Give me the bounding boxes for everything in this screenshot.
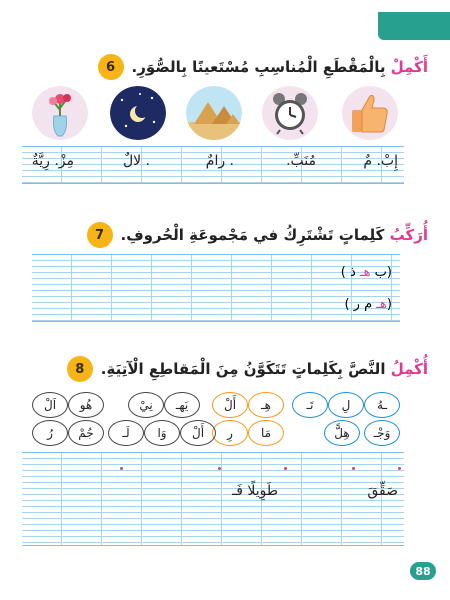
word-item: . رامٌ (205, 153, 234, 169)
syllable-bubble[interactable]: اَلْ (32, 392, 68, 418)
text-fragment: طَوِيلًا فَـ (232, 483, 278, 499)
question-number-badge: 8 (67, 356, 93, 382)
marker-dot (398, 467, 401, 470)
word-item: . لالٌ (122, 153, 150, 169)
night-moon-icon (110, 86, 166, 140)
picture-row (32, 86, 398, 140)
question-6-text (132, 58, 428, 76)
answer-grid-q7[interactable] (32, 254, 400, 322)
syllable-bubble[interactable]: رِ (212, 420, 248, 446)
syllable-bubble[interactable]: تَـ (292, 392, 328, 418)
question-8-text (101, 360, 428, 378)
syllable-bubble[interactable]: هُو (68, 392, 104, 418)
pyramids-icon (186, 86, 242, 140)
letter-group: (هـ م ر ) (344, 297, 392, 312)
question-6-heading (98, 54, 428, 80)
word-item: مِزْ. رِيَّةٌ (31, 153, 74, 169)
flower-vase-icon (32, 86, 88, 140)
question-8-heading (67, 356, 428, 382)
answer-lines-q6 (22, 146, 404, 184)
question-7-text (121, 226, 428, 244)
syllable-bubble[interactable]: أَلْ (180, 420, 216, 446)
syllable-bubble[interactable]: ـهُ (364, 392, 400, 418)
text-fragment: صَقِّقَ (367, 483, 398, 499)
marker-dot (352, 467, 355, 470)
syllable-bubble[interactable]: لِ (328, 392, 364, 418)
syllable-bubble[interactable]: نِيْ (128, 392, 164, 418)
marker-dot (284, 467, 287, 470)
syllable-bubble[interactable]: وَا (144, 420, 180, 446)
question-number-badge: 6 (98, 54, 124, 80)
syllable-bubble[interactable]: يَهـ (164, 392, 200, 418)
syllable-bubble[interactable]: لَـ (108, 420, 144, 446)
instruction-text: النَّصَّ بِكَلِماتٍ تَتَكَوَّنُ مِنَ الْمَقاطِعِ الْآتِيَةِ. (100, 360, 391, 378)
thumbs-up-icon (342, 86, 398, 140)
letter-group: (ب هـ ذ ) (340, 265, 392, 280)
instruction-verb: أَكْمِلْ (390, 58, 428, 76)
instruction-verb: أُكْمِلُ (390, 360, 428, 378)
word-item: مُنَبِّ. (286, 153, 316, 169)
answer-grid-q8[interactable] (22, 452, 404, 546)
syllable-bubble[interactable]: جُمْ (68, 420, 104, 446)
marker-dot (218, 467, 221, 470)
syllable-bubble[interactable]: وَجْـ (364, 420, 400, 446)
instruction-text: كَلِماتٍ تَشْتَرِكُ في مَجْموعَةِ الْحُروفِ. (120, 226, 390, 244)
syllable-bubble[interactable]: مَا (248, 420, 284, 446)
word-item: إِبْ. مٌ (363, 153, 398, 169)
chapter-tab (378, 12, 450, 40)
page-number: 88 (410, 562, 436, 580)
syllable-bubble[interactable]: أَلْ (212, 392, 248, 418)
question-7-heading (87, 222, 428, 248)
alarm-clock-icon (262, 86, 318, 140)
syllable-bubble[interactable]: هِلًّ (324, 420, 360, 446)
question-number-badge: 7 (87, 222, 113, 248)
instruction-verb: أُرَكِّبُ (389, 226, 428, 244)
marker-dot (120, 467, 123, 470)
instruction-text: بِالْمَقْطَعِ الْمُناسِبِ مُسْتَعينًا بِالصُّوَرِ. (131, 58, 391, 76)
syllable-bubble[interactable]: رُ (32, 420, 68, 446)
syllable-bubble[interactable]: هِـ (248, 392, 284, 418)
